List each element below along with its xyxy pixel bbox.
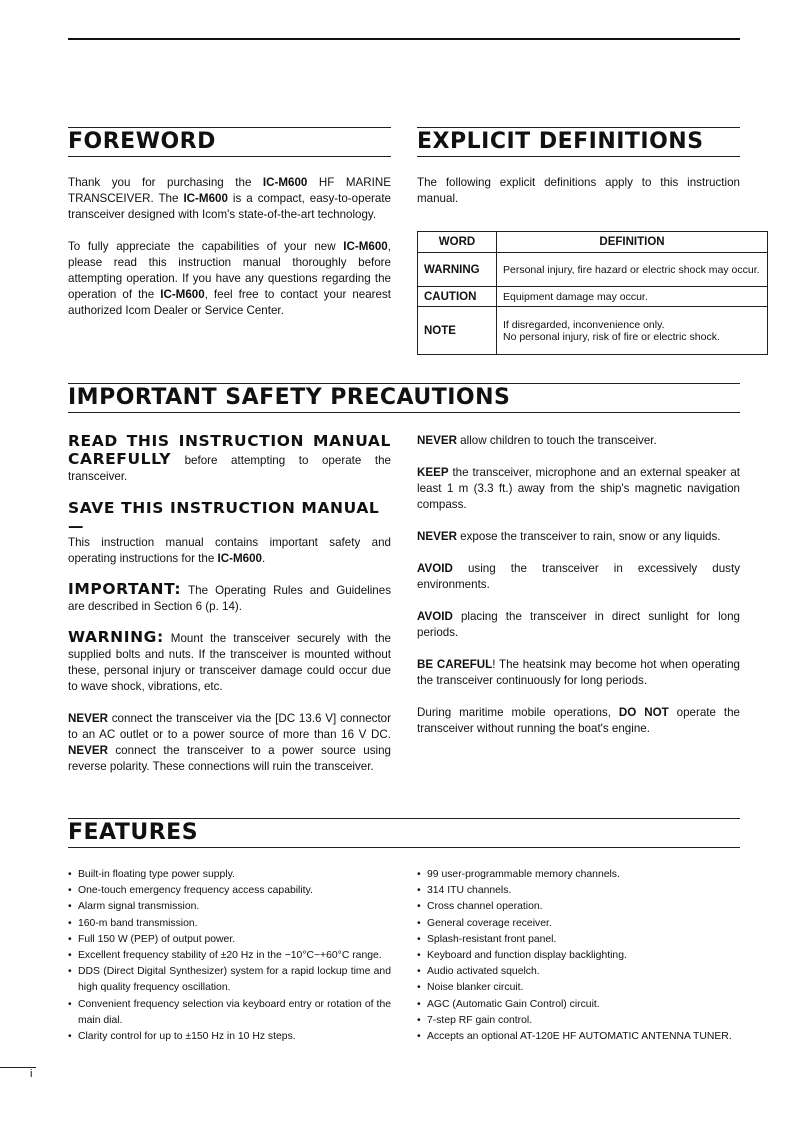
page-number: i: [30, 1068, 33, 1080]
safety-note-children: NEVER allow children to touch the transceiver.: [417, 434, 657, 447]
list-item: • 314 ITU channels.: [417, 883, 740, 899]
table-cell-word: NOTE: [418, 307, 497, 355]
table-cell-word: WARNING: [418, 253, 497, 287]
features-list-left: [68, 867, 391, 1045]
table-header-word: WORD: [418, 232, 497, 253]
list-item: • Keyboard and function display backlighting.: [417, 948, 740, 964]
features-rule-bottom: [68, 847, 740, 848]
table-cell-definition: Personal injury, fire hazard or electric shock may occur.: [497, 253, 768, 287]
safety-right-column: [417, 433, 740, 753]
table-header-definition: DEFINITION: [497, 232, 768, 253]
list-item: • Alarm signal transmission.: [68, 899, 391, 915]
warning-note: WARNING: Mount the transceiver securely with the supplied bolts and nuts. If the transceiver is mounted without these, personal injury or transceiver damage could occur due to wave shock, vibrations, etc.: [68, 628, 391, 693]
list-item: • Noise blanker circuit.: [417, 980, 740, 996]
features-rule-top: [68, 818, 740, 819]
save-manual-heading: SAVE THIS INSTRUCTION MANUAL —: [68, 499, 380, 535]
safety-note-heatsink: BE CAREFUL! The heatsink may become hot when operating the transceiver continuously for long periods.: [417, 658, 741, 687]
foreword-title: FOREWORD: [68, 129, 216, 154]
safety-section: [68, 383, 740, 413]
list-item: • Splash-resistant front panel.: [417, 932, 740, 948]
warning-heading: WARNING:: [68, 628, 164, 646]
safety-title: IMPORTANT SAFETY PRECAUTIONS: [68, 385, 511, 410]
safety-rule-bottom: [68, 412, 740, 413]
list-item: • Cross channel operation.: [417, 899, 740, 915]
list-item: • Built-in floating type power supply.: [68, 867, 391, 883]
definitions-rule-bottom: [417, 156, 740, 157]
read-manual-heading: READ THIS INSTRUCTION MANUAL CAREFULLY: [68, 432, 391, 468]
list-item: • DDS (Direct Digital Synthesizer) system for a rapid lockup time and high quality frequency oscillation.: [68, 964, 391, 996]
foreword-paragraph-2: To fully appreciate the capabilities of your new IC-M600, please read this instruction manual thoroughly before attempting operation. If you have any questions regarding the operation of the IC-M600, feel free to contact your nearest authorized Icom Dealer or Service Center.: [68, 240, 392, 317]
safety-left-column: [68, 433, 391, 791]
never-connect-note: NEVER connect the transceiver via the [DC 13.6 V] connector to an AC outlet or to a power source of more than 16 V DC. NEVER connect the transceiver to a power source using reverse polarity. These connections will ruin the transceiver.: [68, 712, 391, 773]
read-manual-note: READ THIS INSTRUCTION MANUAL CAREFULLY before attempting to operate the transceiver.: [68, 432, 391, 483]
foreword-rule-top: [68, 127, 391, 128]
table-row: [418, 253, 768, 287]
save-manual-note: This instruction manual contains important safety and operating instructions for the IC-M600.: [68, 536, 391, 565]
definitions-section: [417, 127, 740, 157]
safety-note-compass: KEEP the transceiver, microphone and an external speaker at least 1 m (3.3 ft.) away from the ship's magnetic navigation compass.: [417, 466, 740, 511]
table-cell-definition: Equipment damage may occur.: [497, 287, 768, 307]
features-list-right: [417, 867, 740, 1045]
list-item: • 99 user-programmable memory channels.: [417, 867, 740, 883]
foreword-rule-bottom: [68, 156, 391, 157]
safety-note-engine: During maritime mobile operations, DO NOT operate the transceiver without running the boat's engine.: [417, 706, 741, 735]
table-cell-word: CAUTION: [418, 287, 497, 307]
definitions-rule-top: [417, 127, 740, 128]
features-section: [68, 818, 740, 848]
important-heading: IMPORTANT:: [68, 580, 182, 598]
list-item: • 160-m band transmission.: [68, 916, 391, 932]
table-header-row: [418, 232, 768, 253]
features-right-column: [417, 867, 740, 1045]
list-item: • 7-step RF gain control.: [417, 1013, 740, 1029]
foreword-section: [68, 127, 391, 157]
safety-rule-top: [68, 383, 740, 384]
definitions-table: [417, 231, 768, 355]
foreword-body: [68, 175, 391, 335]
definitions-table-wrap: [417, 231, 768, 355]
foreword-paragraph-1: Thank you for purchasing the IC-M600 HF MARINE TRANSCEIVER. The IC-M600 is a compact, easy-to-operate transceiver designed with Icom's state-of-the-art technology.: [68, 176, 391, 221]
list-item: • AGC (Automatic Gain Control) circuit.: [417, 997, 740, 1013]
table-cell-definition: If disregarded, inconvenience only. No personal injury, risk of fire or electric shock.: [497, 307, 768, 355]
list-item: • Excellent frequency stability of ±20 Hz in the −10°C~+60°C range.: [68, 948, 391, 964]
list-item: • Clarity control for up to ±150 Hz in 10 Hz steps.: [68, 1029, 391, 1045]
table-row: [418, 287, 768, 307]
list-item: • One-touch emergency frequency access capability.: [68, 883, 391, 899]
features-left-column: [68, 867, 391, 1045]
safety-note-sunlight: AVOID placing the transceiver in direct sunlight for long periods.: [417, 610, 740, 639]
list-item: • Accepts an optional AT-120E HF AUTOMATIC ANTENNA TUNER.: [417, 1029, 740, 1045]
safety-note-liquids: NEVER expose the transceiver to rain, snow or any liquids.: [417, 530, 721, 543]
list-item: • Convenient frequency selection via keyboard entry or rotation of the main dial.: [68, 997, 391, 1029]
definitions-title: EXPLICIT DEFINITIONS: [417, 129, 704, 154]
top-rule: [68, 38, 740, 40]
table-row: [418, 307, 768, 355]
features-title: FEATURES: [68, 820, 199, 845]
definitions-intro: The following explicit definitions apply to this instruction manual.: [417, 176, 740, 205]
list-item: • General coverage receiver.: [417, 916, 740, 932]
important-note: IMPORTANT: The Operating Rules and Guidelines are described in Section 6 (p. 14).: [68, 580, 391, 613]
list-item: • Full 150 W (PEP) of output power.: [68, 932, 391, 948]
list-item: • Audio activated squelch.: [417, 964, 740, 980]
safety-note-dust: AVOID using the transceiver in excessively dusty environments.: [417, 562, 740, 591]
